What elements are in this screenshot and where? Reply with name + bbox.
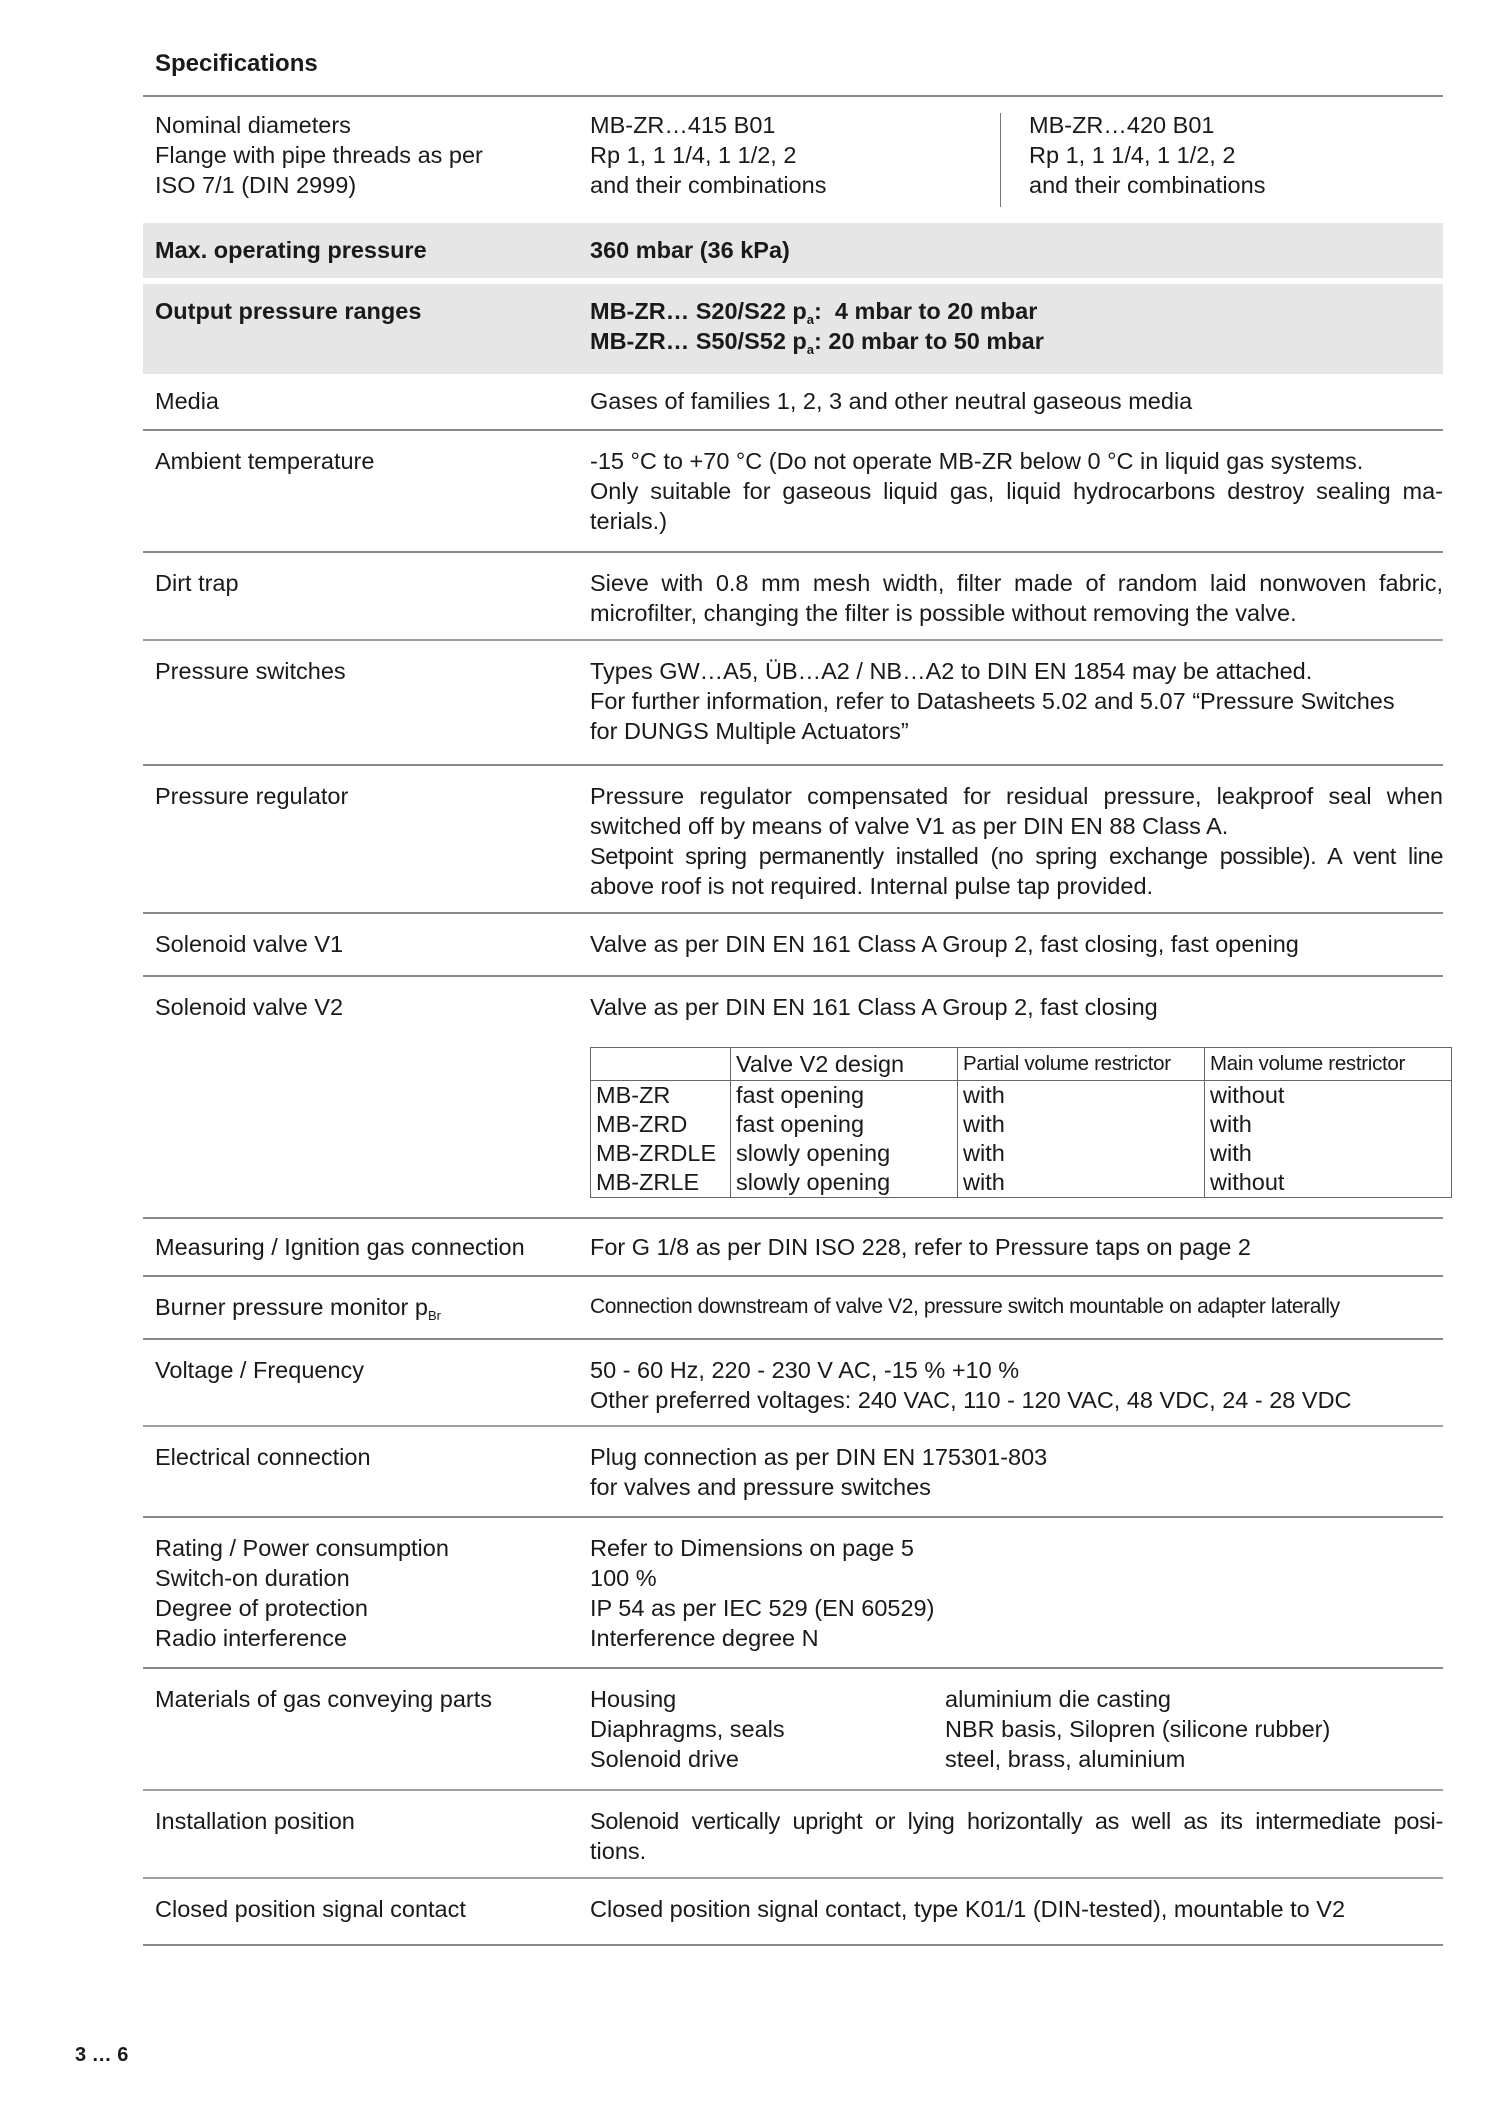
table-row (591, 1081, 1452, 1111)
spec-value (590, 446, 1443, 536)
spec-value: Gases of families 1, 2, 3 and other neutral gaseous media (590, 388, 1193, 414)
table-cell: fast opening (731, 1110, 958, 1139)
label-line: Flange with pipe threads as per (155, 142, 483, 168)
value-line: Only suitable for gaseous liquid gas, liquid hydrocarbons destroy sealing ma- (590, 478, 1443, 504)
value-line: tions. (590, 1838, 647, 1864)
spec-label: Installation position (155, 1808, 355, 1834)
table-cell: with (958, 1139, 1205, 1168)
part-name: Housing (590, 1686, 677, 1712)
table-cell: MB-ZRLE (596, 1169, 700, 1195)
part-name: Solenoid drive (590, 1746, 739, 1772)
label-line: Radio interference (155, 1625, 348, 1651)
value-line: Refer to Dimensions on page 5 (590, 1535, 914, 1561)
table-cell: with (1205, 1139, 1452, 1168)
table-cell: with (958, 1168, 1205, 1198)
spec-row-burner-pressure-monitor (143, 1277, 1443, 1338)
model: MB-ZR… S20/S22 p (590, 298, 807, 324)
label-line: Degree of protection (155, 1595, 368, 1621)
table-cell: slowly opening (731, 1139, 958, 1168)
spec-label: Solenoid valve V2 (155, 994, 344, 1020)
value-line: Solenoid vertically upright or lying horizontally as well as its intermediate posi- (590, 1808, 1443, 1834)
table-cell: slowly opening (731, 1168, 958, 1198)
label-text: Burner pressure monitor p (155, 1294, 428, 1320)
subscript: a (806, 342, 815, 357)
spec-row-media (143, 374, 1443, 430)
value-line: and their combinations (1029, 172, 1266, 198)
table-cell: with (958, 1081, 1205, 1111)
table-row (591, 1168, 1452, 1198)
table-cell: MB-ZR (596, 1082, 671, 1108)
spec-label: Measuring / Ignition gas connection (155, 1234, 525, 1260)
material-name: aluminium die casting (945, 1686, 1171, 1712)
spec-row-electrical-connection (143, 1427, 1443, 1517)
spec-row-dirt-trap (143, 553, 1443, 640)
spec-label: Pressure switches (155, 658, 346, 684)
spec-row-closed-position-contact (143, 1879, 1443, 1944)
spec-value: For G 1/8 as per DIN ISO 228, refer to Pressure taps on page 2 (590, 1234, 1251, 1260)
table-row (591, 1139, 1452, 1168)
table-header-cell: Main volume restrictor (1205, 1048, 1452, 1081)
spec-label (155, 110, 483, 200)
table-cell: without (1205, 1168, 1452, 1198)
table-header-cell (591, 1048, 731, 1081)
spec-row-installation-position (143, 1791, 1443, 1877)
value-line: MB-ZR…420 B01 (1029, 112, 1215, 138)
value-line: above roof is not required. Internal pulse tap provided. (590, 873, 1154, 899)
range: : 4 mbar to 20 mbar (814, 298, 1038, 324)
spec-value (590, 1533, 1443, 1653)
spec-value-415 (590, 110, 826, 200)
spec-value: Valve as per DIN EN 161 Class A Group 2, fast closing (590, 994, 1158, 1020)
value-line: Types GW…A5, ÜB…A2 / NB…A2 to DIN EN 1854 may be attached. (590, 658, 1313, 684)
spec-row-max-pressure (143, 223, 1443, 278)
table-cell: with (958, 1110, 1205, 1139)
spec-label: Voltage / Frequency (155, 1357, 365, 1383)
table-row (591, 1110, 1452, 1139)
value-line: terials.) (590, 508, 668, 534)
label-line: Rating / Power consumption (155, 1535, 449, 1561)
table-cell: fast opening (731, 1081, 958, 1111)
spec-label (155, 1292, 441, 1322)
value-line: microfilter, changing the filter is possible without removing the valve. (590, 600, 1297, 626)
spec-label: Electrical connection (155, 1444, 371, 1470)
spec-label: Output pressure ranges (155, 298, 422, 324)
subscript: Br (427, 1308, 441, 1323)
spec-row-solenoid-v1 (143, 914, 1443, 975)
value-line: 100 % (590, 1565, 657, 1591)
value-line: MB-ZR…415 B01 (590, 112, 776, 138)
value-line: Other preferred voltages: 240 VAC, 110 - 120 VAC, 48 VDC, 24 - 28 VDC (590, 1387, 1352, 1413)
spec-row-nominal-diameters (143, 110, 1443, 210)
material-name: NBR basis, Silopren (silicone rubber) (945, 1716, 1331, 1742)
value-line: 50 - 60 Hz, 220 - 230 V AC, -15 % +10 % (590, 1357, 1020, 1383)
value-line: -15 °C to +70 °C (Do not operate MB-ZR below 0 °C in liquid gas systems. (590, 448, 1364, 474)
spec-label: Materials of gas conveying parts (155, 1686, 492, 1712)
value-line: Setpoint spring permanently installed (no spring exchange possible). A vent line (590, 843, 1443, 869)
value-line: IP 54 as per IEC 529 (EN 60529) (590, 1595, 935, 1621)
spec-value (590, 781, 1443, 901)
range-line (590, 326, 1443, 356)
spec-row-rating (143, 1518, 1443, 1668)
spec-label: Media (155, 388, 220, 414)
label-line: Switch-on duration (155, 1565, 350, 1591)
spec-value (590, 1806, 1443, 1866)
spec-row-materials (143, 1669, 1443, 1789)
spec-row-ambient-temperature (143, 431, 1443, 551)
section-title: Specifications (155, 50, 318, 77)
table-cell: with (1205, 1110, 1452, 1139)
spec-label: Pressure regulator (155, 783, 349, 809)
spec-label: Ambient temperature (155, 448, 375, 474)
divider (143, 95, 1443, 97)
label-line: ISO 7/1 (DIN 2999) (155, 172, 357, 198)
page-number: 3 … 6 (75, 2044, 129, 2066)
material-parts (590, 1684, 785, 1774)
spec-label: Max. operating pressure (155, 237, 427, 263)
spec-value: Connection downstream of valve V2, pressure switch mountable on adapter laterally (590, 1295, 1340, 1318)
spec-label: Dirt trap (155, 570, 239, 596)
model: MB-ZR… S50/S52 p (590, 328, 807, 354)
table-cell: without (1205, 1081, 1452, 1111)
divider (143, 1944, 1443, 1946)
value-line: for DUNGS Multiple Actuators” (590, 718, 909, 744)
subscript: a (806, 312, 815, 327)
value-line: Pressure regulator compensated for residual pressure, leakproof seal when (590, 783, 1443, 809)
table-header-cell: Partial volume restrictor (958, 1048, 1205, 1081)
value-line: For further information, refer to Datasheets 5.02 and 5.07 “Pressure Switches (590, 688, 1395, 714)
spec-label: Solenoid valve V1 (155, 931, 344, 957)
range: : 20 mbar to 50 mbar (814, 328, 1044, 354)
spec-value-420 (1029, 110, 1265, 200)
material-values (945, 1684, 1330, 1774)
column-divider (1000, 113, 1001, 207)
spec-value (590, 1442, 1443, 1502)
spec-row-voltage-frequency (143, 1340, 1443, 1426)
table-header-cell: Valve V2 design (731, 1048, 958, 1081)
value-line: and their combinations (590, 172, 827, 198)
table-cell: MB-ZRD (596, 1111, 688, 1137)
spec-row-pressure-regulator (143, 766, 1443, 912)
spec-value (590, 296, 1443, 356)
spec-label: Closed position signal contact (155, 1896, 466, 1922)
table-cell: MB-ZRDLE (596, 1140, 717, 1166)
value-line: Plug connection as per DIN EN 175301-803 (590, 1444, 1048, 1470)
value-line: Interference degree N (590, 1625, 819, 1651)
spec-value (590, 568, 1443, 628)
spec-value (590, 656, 1443, 746)
value-line: Sieve with 0.8 mm mesh width, filter made of random laid nonwoven fabric, (590, 570, 1443, 596)
material-name: steel, brass, aluminium (945, 1746, 1186, 1772)
value-line: Rp 1, 1 1/4, 1 1/2, 2 (590, 142, 797, 168)
spec-row-pressure-switches (143, 641, 1443, 764)
spec-value: 360 mbar (36 kPa) (590, 237, 790, 263)
value-line: for valves and pressure switches (590, 1474, 931, 1500)
value-line: switched off by means of valve V1 as per DIN EN 88 Class A. (590, 813, 1229, 839)
valve-v2-design-table (590, 1047, 1452, 1198)
part-name: Diaphragms, seals (590, 1716, 785, 1742)
table-header-row (591, 1048, 1452, 1081)
spec-value: Valve as per DIN EN 161 Class A Group 2, fast closing, fast opening (590, 931, 1299, 957)
range-line (590, 296, 1443, 326)
spec-row-measuring-connection (143, 1219, 1443, 1275)
spec-row-output-pressure (143, 284, 1443, 374)
value-line: Rp 1, 1 1/4, 1 1/2, 2 (1029, 142, 1236, 168)
spec-value (590, 1355, 1443, 1415)
label-line: Nominal diameters (155, 112, 351, 138)
spec-value: Closed position signal contact, type K01/1 (DIN-tested), mountable to V2 (590, 1896, 1346, 1922)
spec-label (155, 1533, 449, 1653)
